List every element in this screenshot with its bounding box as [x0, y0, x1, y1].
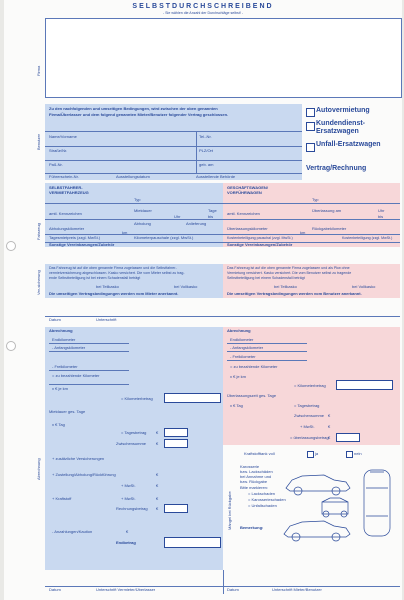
damage-desc-5: Bitte markieren: — [240, 485, 269, 490]
billing-left-rechnungsbetrag: Rechnungsbetrag — [116, 506, 148, 511]
abrechnung-label: Abrechnung — [36, 458, 41, 480]
ausstellungsdatum-label: Ausstellungsdatum — [116, 174, 150, 179]
kraftstoff-label: Kraftstofftank voll — [244, 451, 275, 456]
kraftstoff-nein-checkbox[interactable] — [346, 451, 353, 458]
billing-left-title: Abrechnung — [49, 328, 73, 333]
right-typ-label: Typ — [312, 197, 319, 202]
billing-left-currency-6: € — [156, 506, 159, 511]
intro-line-1: Zu den nachfolgenden und umseitigen Bedingungen, wird zwischen der oben genannten — [49, 106, 218, 111]
left-bis-label: bis — [208, 214, 214, 219]
billing-right-ueberlassungszeit: Überlassungszeit ges. Tage — [227, 393, 277, 398]
right-vehicle-title-2: VORFÜHRWAGEN — [227, 190, 262, 195]
ueberlassungsbetrag-field[interactable] — [336, 433, 360, 442]
billing-left-currency-4: € — [156, 483, 159, 488]
kraftstoff-ja-checkbox[interactable] — [307, 451, 314, 458]
rechnungsbetrag-field[interactable] — [164, 504, 188, 513]
zwischensumme-field[interactable] — [164, 439, 188, 448]
billing-right-currency-3: € — [328, 435, 331, 440]
right-vollkasko-label: bei Vollkasko — [352, 284, 376, 289]
damage-mark-1: = Lackschaden — [248, 491, 276, 496]
billing-left-endbetrag: Endbetrag — [116, 540, 136, 545]
left-ins-line-1: Das Fahrzeug ist auf die oben genannte Firma zugelassen und die Selbstfahrer- — [49, 266, 177, 270]
unfall-checkbox[interactable] — [306, 143, 315, 152]
billing-right-xtag: x € Tag — [230, 403, 243, 408]
billing-right-freikm: - Freikilometer — [230, 354, 256, 359]
billing-left-xtag: x € Tag — [52, 422, 65, 427]
billing-left-mietdauer: Mietdauer ges. Tage — [49, 409, 86, 414]
left-mietdauer-label: Mietdauer — [134, 208, 152, 213]
versicherung-label: Ver-sicherung — [36, 270, 41, 295]
left-typ-label: Typ — [134, 197, 141, 202]
right-km-rueckgabe-label: Rückgabekilometer — [312, 226, 347, 231]
billing-left-currency-1: € — [156, 430, 159, 435]
billing-left-tagesbetrag: = Tagesbetrag — [121, 430, 147, 435]
firma-label: Firma — [36, 65, 41, 76]
datum-label: Datum — [49, 317, 61, 322]
form-sheet — [4, 0, 402, 600]
billing-left-freikm: - Freikilometer — [52, 364, 78, 369]
strasse-field-label: Straße/Nr. — [49, 148, 68, 153]
billing-right-xjekm: x € je km — [230, 374, 247, 379]
left-tage-label: Tage — [208, 208, 217, 213]
punch-hole — [6, 241, 16, 251]
kmbetrag-field[interactable] — [164, 393, 221, 403]
left-tagesmietpreis-label: Tagesmietpreis (zzgl. MwSt.) — [49, 235, 101, 240]
billing-right-anfangskm: - Anfangskilometer — [230, 345, 264, 350]
left-teilkasko-label: bei Teilkasko — [96, 284, 119, 289]
left-sonstige-label: Sonstige Vereinbarungen/Zubehör — [49, 242, 115, 247]
footer-datum-right: Datum — [227, 587, 239, 592]
billing-right-zubez: = zu bezahlende Kilometer — [230, 364, 278, 369]
damage-mark-3: = Unfallschaden — [248, 503, 277, 508]
fuehrerschein-label: Führerschein-Nr. — [49, 174, 79, 179]
billing-left-xjekm: x € je km — [52, 386, 69, 391]
kundendienst-label: Kundendienst-Ersatzwagen — [316, 120, 365, 135]
footer-datum-left: Datum — [49, 587, 61, 592]
right-bis-label: bis — [378, 214, 384, 219]
autovermietung-label: Autovermietung — [316, 107, 370, 114]
vertrag-label: Vertrag/Rechnung — [306, 165, 367, 172]
left-uhr-label: Uhr — [174, 214, 181, 219]
right-ins-line-1: Das Fahrzeug ist auf die oben genannte Firma zugelassen und als Pkw ohne — [227, 266, 350, 270]
right-uhr-label: Uhr — [378, 208, 385, 213]
billing-right-mwst: + MwSt. — [300, 424, 315, 429]
car-diagram-icon — [280, 458, 400, 543]
left-vollkasko-label: bei Vollkasko — [174, 284, 198, 289]
damage-side-label: Mängel bei Rückgabe — [227, 491, 232, 530]
right-ueberlassung-label: Überlassung am — [312, 208, 342, 213]
billing-left-mwst-2: + MwSt. — [121, 496, 136, 501]
intro-line-2: Firma/Überlasser und dem folgend genannten Mieter/Benutzer folgender Vertrag geschlossen. — [49, 112, 229, 117]
left-agree-text: Die umseitigen Vertragsbedingungen werden vom Mieter anerkannt. — [49, 291, 179, 296]
billing-left-currency-3: € — [156, 472, 159, 477]
billing-right-title: Abrechnung — [227, 328, 251, 333]
billing-left-anzahlungen: - Anzahlungen/Kaution — [52, 529, 93, 534]
right-km-label: km — [300, 230, 306, 235]
tagesbetrag-field[interactable] — [164, 428, 188, 437]
damage-desc-3: bei Annahme und — [240, 474, 272, 479]
billing-left-mwst-1: + MwSt. — [121, 483, 136, 488]
right-kosten-label: Kostenbeteiligung pauschal (zzgl. MwSt.) — [227, 236, 293, 240]
name-field-label: Name/Vorname — [49, 134, 77, 139]
plz-field-label: PLZ/Ort — [199, 148, 214, 153]
punch-hole — [6, 341, 16, 351]
billing-left-currency-2: € — [156, 441, 159, 446]
form-title: SELBSTDURCHSCHREIBEND — [132, 3, 274, 10]
kraftstoff-ja-label: ja — [315, 451, 319, 456]
autovermietung-checkbox[interactable] — [306, 108, 315, 117]
footer-right-sig: Unterschrift Mieter/Benutzer — [272, 587, 322, 592]
left-kmpauschale-label: Kilometerpauschale (zzgl. MwSt.) — [134, 235, 194, 240]
billing-left-kmbetrag: = Kilometerbetrag — [121, 396, 153, 401]
billing-left-zwischensumme: Zwischensumme — [116, 441, 147, 446]
fahrzeug-label: Fahrzeug — [36, 223, 41, 240]
billing-left-kraftstoff: + Kraftstoff — [52, 496, 72, 501]
billing-right-tagesbetrag: = Tagesbetrag — [294, 403, 320, 408]
left-anlieferung-label: Anlieferung — [186, 221, 207, 226]
left-km-label: km — [122, 230, 128, 235]
billing-left-currency-5: € — [156, 496, 159, 501]
form-subtitle: - Sie wählen die Anzahl der Durchschläge selbst! - — [162, 11, 244, 15]
left-vehicle-title-2: VERMIETFAHRZEUG — [49, 190, 89, 195]
left-abholungskm-label: Abholungskilometer — [49, 226, 85, 231]
unterschrift-label: Unterschrift — [96, 317, 117, 322]
right-sonstige-label: Sonstige Vereinbarungen/Zubehör — [227, 242, 293, 247]
right-kennzeichen-label: amtl. Kennzeichen — [227, 211, 260, 216]
footer-left-sig: Unterschrift Vermieter/Überlasser — [96, 587, 156, 592]
left-ins-line-2: vermietversicherung abgeschlossen. Kasko versichert. Die vom Mieter selbst zu trag- — [49, 271, 185, 275]
behoerde-label: Ausstellende Behörde — [196, 174, 236, 179]
right-teilkasko-label: bei Teilkasko — [274, 284, 297, 289]
bemerkung-label: Bemerkung: — [240, 525, 264, 530]
kundendienst-checkbox[interactable] — [306, 122, 315, 131]
billing-right-zwischensumme: Zwischensumme — [294, 413, 325, 418]
billing-right-ueberlassung: = überlassungsbetrag — [290, 435, 329, 440]
right-agree-text: Die umseitigen Vertragsbedingungen werden vom Benutzer anerkannt. — [227, 291, 362, 296]
damage-mark-2: = Karosserieschaden — [248, 497, 286, 502]
left-ins-line-3: ende Selbstbeteiligung ist bei einem Schadensfall beträgt — [49, 276, 141, 280]
right-ins-line-2: Vermietung versichert. Kasko versichert. Die vom Benutzer selbst zu tragende — [227, 271, 352, 275]
billing-right-endkm: Endkilometer — [230, 337, 254, 342]
firma-box[interactable] — [45, 18, 402, 98]
kraftstoff-nein-label: nein — [354, 451, 362, 456]
right-kmbetrag-field[interactable] — [336, 380, 393, 390]
right-ins-line-3: Selbstbeteiligung bei einem Schadensfall beträgt — [227, 276, 305, 280]
right-vehicle-title-1: GESCHÄFTSWAGEN/ — [227, 185, 268, 190]
right-kosten2-label: Kostenbeteiligung (zzgl. MwSt.) — [342, 236, 393, 240]
left-abholung-label: Abholung — [134, 221, 151, 226]
billing-left-currency-7: € — [126, 529, 129, 534]
unfall-label: Unfall-Ersatzwagen — [316, 141, 381, 148]
billing-right-currency-2: € — [328, 424, 331, 429]
right-km-ueberlassung-label: Überlassungskilometer — [227, 226, 268, 231]
damage-desc-4: bzw. Rückgabe — [240, 479, 268, 484]
geb-field-label: geb. am — [199, 162, 214, 167]
pass-field-label: Paß-Nr. — [49, 162, 63, 167]
billing-left-zusaetzliche: + zusätzliche Versicherungen — [52, 456, 105, 461]
damage-desc-1: Karosserie — [240, 464, 260, 469]
billing-right-currency-1: € — [328, 413, 331, 418]
endbetrag-field[interactable] — [164, 537, 221, 548]
left-kennzeichen-label: amtl. Kennzeichen — [49, 211, 82, 216]
billing-right-kmbetrag: = Kilometerbetrag — [294, 383, 326, 388]
billing-left-endkm: Endkilometer — [52, 337, 76, 342]
billing-left-zustellung: + Zustellung/Abholung/Rückführung — [52, 472, 116, 477]
left-vehicle-title-1: SELBSTFAHRER- — [49, 185, 83, 190]
damage-desc-2: bzw. Lackschäden — [240, 469, 273, 474]
tel-field-label: Tel.-Nr. — [199, 134, 212, 139]
benutzer-label: Benutzer — [36, 133, 41, 150]
billing-left-anfangskm: - Anfangskilometer — [52, 345, 86, 350]
billing-left-zubez: = zu bezahlende Kilometer — [52, 373, 100, 378]
